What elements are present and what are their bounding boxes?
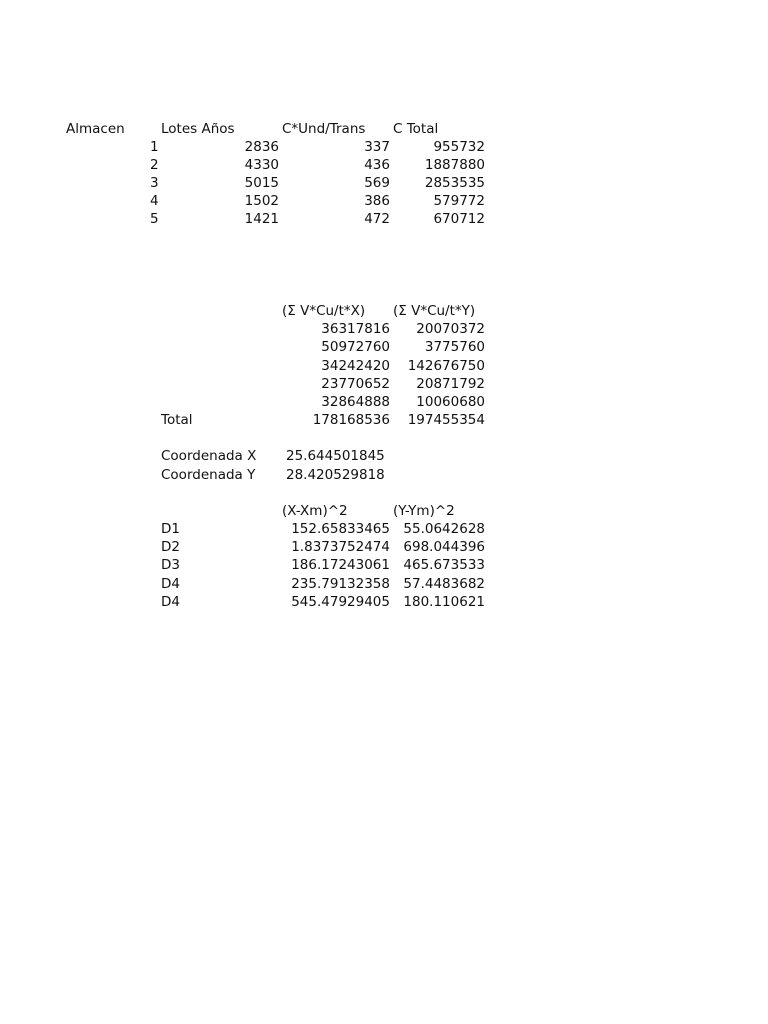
row-cund: 386 [364, 193, 390, 209]
row-cund: 337 [364, 139, 390, 155]
row-label: D3 [161, 557, 180, 573]
row-lotes: 1502 [244, 193, 279, 209]
row-id: 5 [150, 211, 159, 227]
coordinate-y-value: 28.420529818 [286, 467, 385, 483]
row-cund: 569 [364, 175, 390, 191]
row-sum-x: 36317816 [321, 321, 390, 337]
row-id: 3 [150, 175, 159, 191]
row-dx: 545.47929405 [291, 594, 390, 610]
row-id: 2 [150, 157, 159, 173]
row-dy: 465.673533 [403, 557, 485, 573]
header-sum-x: (Σ V*Cu/t*X) [282, 303, 366, 319]
row-ctotal: 579772 [433, 193, 485, 209]
table3-row [0, 520, 768, 538]
coordinate-x-label: Coordenada X [161, 448, 257, 464]
row-label: D4 [161, 576, 180, 592]
table2-row [0, 338, 768, 356]
row-dy: 698.044396 [403, 539, 485, 555]
row-ctotal: 2853535 [424, 175, 485, 191]
table3-header-row [0, 502, 768, 520]
table2-header-row [0, 302, 768, 320]
row-sum-x: 50972760 [321, 339, 390, 355]
row-sum-x: 34242420 [321, 358, 390, 374]
table3-row [0, 538, 768, 556]
row-sum-x: 32864888 [321, 394, 390, 410]
table2-row [0, 320, 768, 338]
row-cund: 436 [364, 157, 390, 173]
header-dy: (Y-Ym)^2 [393, 503, 455, 519]
row-dx: 235.79132358 [291, 576, 390, 592]
table1-row [0, 192, 768, 210]
table1-row [0, 174, 768, 192]
row-lotes: 1421 [244, 211, 279, 227]
table3-row [0, 556, 768, 574]
header-ctotal: C Total [393, 121, 439, 137]
header-almacen: Almacen [66, 121, 125, 137]
total-sum-x: 178168536 [312, 412, 390, 428]
row-sum-y: 10060680 [416, 394, 485, 410]
row-sum-y: 20070372 [416, 321, 485, 337]
row-sum-x: 23770652 [321, 376, 390, 392]
table2-row [0, 357, 768, 375]
row-cund: 472 [364, 211, 390, 227]
table2-row [0, 375, 768, 393]
table3-row [0, 593, 768, 611]
row-id: 4 [150, 193, 159, 209]
row-label: D4 [161, 594, 180, 610]
row-sum-y: 142676750 [407, 358, 485, 374]
header-sum-y: (Σ V*Cu/t*Y) [393, 303, 476, 319]
row-sum-y: 3775760 [424, 339, 485, 355]
total-label: Total [161, 412, 193, 428]
total-sum-y: 197455354 [407, 412, 485, 428]
header-dx: (X-Xm)^2 [282, 503, 348, 519]
row-dx: 186.17243061 [291, 557, 390, 573]
table1-row [0, 210, 768, 228]
table1-row [0, 138, 768, 156]
table1-header-row [0, 120, 768, 138]
table2-row [0, 393, 768, 411]
row-sum-y: 20871792 [416, 376, 485, 392]
table3-row [0, 575, 768, 593]
row-label: D2 [161, 539, 180, 555]
header-lotes: Lotes Años [161, 121, 235, 137]
row-dx: 1.8373752474 [291, 539, 390, 555]
coordinate-y-row [0, 466, 768, 484]
row-ctotal: 670712 [433, 211, 485, 227]
header-cund: C*Und/Trans [282, 121, 366, 137]
row-ctotal: 1887880 [424, 157, 485, 173]
table1-row [0, 156, 768, 174]
row-dy: 57.4483682 [403, 576, 485, 592]
row-lotes: 2836 [244, 139, 279, 155]
row-dx: 152.65833465 [291, 521, 390, 537]
coordinate-y-label: Coordenada Y [161, 467, 256, 483]
coordinate-x-value: 25.644501845 [286, 448, 385, 464]
row-id: 1 [150, 139, 159, 155]
row-ctotal: 955732 [433, 139, 485, 155]
row-lotes: 4330 [244, 157, 279, 173]
row-lotes: 5015 [244, 175, 279, 191]
table2-total-row [0, 411, 768, 429]
row-dy: 55.0642628 [403, 521, 485, 537]
row-label: D1 [161, 521, 180, 537]
coordinate-x-row [0, 447, 768, 465]
row-dy: 180.110621 [403, 594, 485, 610]
